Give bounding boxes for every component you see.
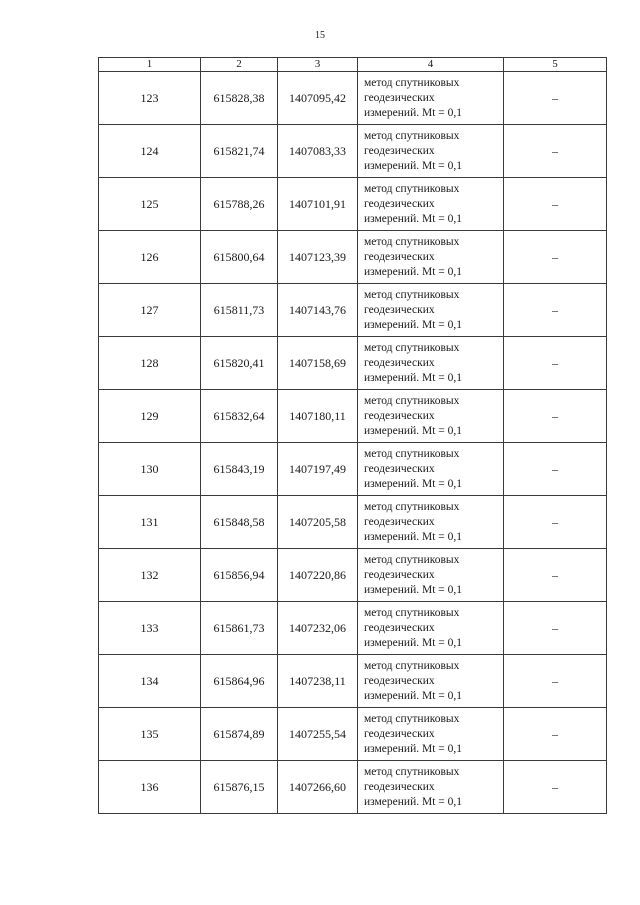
x-coordinate-cell: 615848,58 [201, 496, 278, 549]
method-line: метод спутниковых [364, 182, 460, 195]
method-line: метод спутниковых [364, 235, 460, 248]
x-coordinate-cell: 615864,96 [201, 655, 278, 708]
method-line: метод спутниковых [364, 765, 460, 778]
method-line: метод спутниковых [364, 129, 460, 142]
y-coordinate-cell: 1407266,60 [278, 761, 358, 814]
table-body [99, 72, 607, 814]
method-line: измерений. Mt = 0,1 [364, 795, 463, 808]
method-line: метод спутниковых [364, 76, 460, 89]
table-row [99, 761, 607, 814]
table-row [99, 72, 607, 125]
method-cell [358, 655, 504, 708]
table-row [99, 390, 607, 443]
point-number-cell: 132 [99, 549, 201, 602]
method-cell [358, 72, 504, 125]
header-col-1: 1 [99, 58, 201, 72]
method-cell [358, 549, 504, 602]
method-line: геодезических [364, 91, 435, 104]
header-col-2: 2 [201, 58, 278, 72]
col5-cell: – [504, 284, 607, 337]
point-number-cell: 125 [99, 178, 201, 231]
coordinates-table [98, 57, 607, 814]
table-row [99, 231, 607, 284]
method-line: измерений. Mt = 0,1 [364, 371, 463, 384]
page-number: 15 [315, 30, 325, 41]
point-number-cell: 131 [99, 496, 201, 549]
point-number-cell: 123 [99, 72, 201, 125]
method-line: измерений. Mt = 0,1 [364, 477, 463, 490]
point-number-cell: 133 [99, 602, 201, 655]
y-coordinate-cell: 1407220,86 [278, 549, 358, 602]
y-coordinate-cell: 1407255,54 [278, 708, 358, 761]
method-line: измерений. Mt = 0,1 [364, 318, 463, 331]
method-line: геодезических [364, 515, 435, 528]
method-line: метод спутниковых [364, 500, 460, 513]
header-row [99, 58, 607, 72]
table-row [99, 602, 607, 655]
col5-cell: – [504, 496, 607, 549]
x-coordinate-cell: 615800,64 [201, 231, 278, 284]
method-cell [358, 443, 504, 496]
method-line: метод спутниковых [364, 659, 460, 672]
method-line: метод спутниковых [364, 553, 460, 566]
method-cell [358, 390, 504, 443]
method-line: геодезических [364, 197, 435, 210]
col5-cell: – [504, 708, 607, 761]
y-coordinate-cell: 1407101,91 [278, 178, 358, 231]
method-line: метод спутниковых [364, 341, 460, 354]
point-number-cell: 124 [99, 125, 201, 178]
method-line: геодезических [364, 568, 435, 581]
table-header [99, 58, 607, 72]
y-coordinate-cell: 1407123,39 [278, 231, 358, 284]
method-line: геодезических [364, 409, 435, 422]
col5-cell: – [504, 72, 607, 125]
method-cell [358, 125, 504, 178]
method-line: измерений. Mt = 0,1 [364, 212, 463, 225]
header-col-3: 3 [278, 58, 358, 72]
table-row [99, 178, 607, 231]
method-cell [358, 708, 504, 761]
x-coordinate-cell: 615856,94 [201, 549, 278, 602]
method-line: геодезических [364, 144, 435, 157]
point-number-cell: 135 [99, 708, 201, 761]
point-number-cell: 129 [99, 390, 201, 443]
method-line: измерений. Mt = 0,1 [364, 106, 463, 119]
point-number-cell: 126 [99, 231, 201, 284]
method-cell [358, 231, 504, 284]
y-coordinate-cell: 1407197,49 [278, 443, 358, 496]
method-line: геодезических [364, 674, 435, 687]
method-line: геодезических [364, 303, 435, 316]
table-row [99, 549, 607, 602]
x-coordinate-cell: 615861,73 [201, 602, 278, 655]
method-line: измерений. Mt = 0,1 [364, 689, 463, 702]
method-line: измерений. Mt = 0,1 [364, 636, 463, 649]
table-row [99, 337, 607, 390]
y-coordinate-cell: 1407083,33 [278, 125, 358, 178]
col5-cell: – [504, 443, 607, 496]
col5-cell: – [504, 761, 607, 814]
method-line: измерений. Mt = 0,1 [364, 265, 463, 278]
point-number-cell: 130 [99, 443, 201, 496]
point-number-cell: 127 [99, 284, 201, 337]
method-line: геодезических [364, 727, 435, 740]
point-number-cell: 134 [99, 655, 201, 708]
method-line: измерений. Mt = 0,1 [364, 159, 463, 172]
header-col-5: 5 [504, 58, 607, 72]
x-coordinate-cell: 615876,15 [201, 761, 278, 814]
col5-cell: – [504, 337, 607, 390]
y-coordinate-cell: 1407095,42 [278, 72, 358, 125]
method-line: измерений. Mt = 0,1 [364, 742, 463, 755]
x-coordinate-cell: 615788,26 [201, 178, 278, 231]
x-coordinate-cell: 615828,38 [201, 72, 278, 125]
col5-cell: – [504, 231, 607, 284]
col5-cell: – [504, 178, 607, 231]
method-line: геодезических [364, 621, 435, 634]
y-coordinate-cell: 1407143,76 [278, 284, 358, 337]
method-line: геодезических [364, 462, 435, 475]
table-row [99, 708, 607, 761]
table-row [99, 655, 607, 708]
method-line: метод спутниковых [364, 394, 460, 407]
table-row [99, 496, 607, 549]
coordinates-table-wrapper [98, 57, 607, 814]
x-coordinate-cell: 615820,41 [201, 337, 278, 390]
col5-cell: – [504, 602, 607, 655]
header-col-4: 4 [358, 58, 504, 72]
method-cell [358, 178, 504, 231]
method-cell [358, 602, 504, 655]
x-coordinate-cell: 615811,73 [201, 284, 278, 337]
x-coordinate-cell: 615874,89 [201, 708, 278, 761]
table-row [99, 125, 607, 178]
method-line: измерений. Mt = 0,1 [364, 530, 463, 543]
method-cell [358, 761, 504, 814]
method-line: измерений. Mt = 0,1 [364, 583, 463, 596]
col5-cell: – [504, 390, 607, 443]
table-row [99, 284, 607, 337]
method-line: геодезических [364, 780, 435, 793]
x-coordinate-cell: 615821,74 [201, 125, 278, 178]
method-cell [358, 496, 504, 549]
x-coordinate-cell: 615843,19 [201, 443, 278, 496]
method-cell [358, 337, 504, 390]
y-coordinate-cell: 1407205,58 [278, 496, 358, 549]
method-line: метод спутниковых [364, 712, 460, 725]
method-line: измерений. Mt = 0,1 [364, 424, 463, 437]
y-coordinate-cell: 1407158,69 [278, 337, 358, 390]
point-number-cell: 128 [99, 337, 201, 390]
col5-cell: – [504, 549, 607, 602]
y-coordinate-cell: 1407180,11 [278, 390, 358, 443]
method-cell [358, 284, 504, 337]
y-coordinate-cell: 1407238,11 [278, 655, 358, 708]
table-row [99, 443, 607, 496]
method-line: геодезических [364, 356, 435, 369]
x-coordinate-cell: 615832,64 [201, 390, 278, 443]
col5-cell: – [504, 125, 607, 178]
method-line: метод спутниковых [364, 447, 460, 460]
y-coordinate-cell: 1407232,06 [278, 602, 358, 655]
method-line: геодезических [364, 250, 435, 263]
method-line: метод спутниковых [364, 288, 460, 301]
point-number-cell: 136 [99, 761, 201, 814]
col5-cell: – [504, 655, 607, 708]
method-line: метод спутниковых [364, 606, 460, 619]
